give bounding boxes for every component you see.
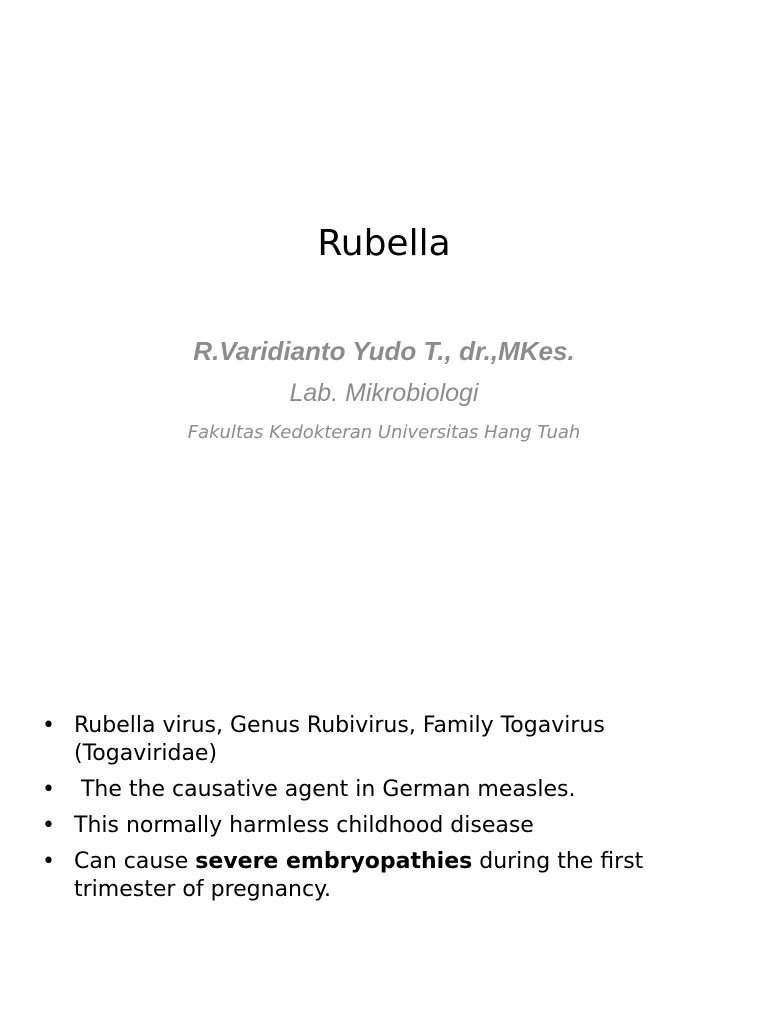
bullet-item [42, 776, 722, 804]
author-name: R.Varidianto Yudo T., dr.,MKes. [193, 336, 575, 366]
bullet-text-part: during the first trimester of pregnancy. [74, 849, 651, 902]
slide-title: Rubella [317, 223, 451, 264]
lab-name: Lab. Mikrobiologi [289, 379, 479, 407]
bullet-item [42, 712, 722, 768]
bullet-text: This normally harmless childhood disease [74, 813, 534, 838]
bullet-list [42, 712, 722, 912]
bullet-icon: • [42, 813, 55, 838]
bullet-text: The the causative agent in German measles. [74, 777, 576, 802]
faculty-name: Fakultas Kedokteran Universitas Hang Tuah [187, 422, 581, 443]
bullet-icon: • [42, 849, 55, 874]
bullet-item [42, 848, 722, 904]
bullet-item [42, 812, 722, 840]
bullet-text: Rubella virus, Genus Rubivirus, Family Togavirus (Togaviridae) [74, 713, 605, 766]
bullet-icon: • [42, 777, 55, 802]
bullet-text-part: Can cause [74, 849, 196, 874]
bullet-text [74, 849, 650, 902]
bullet-text-emphasis: severe embryopathies [195, 849, 473, 874]
bullet-icon: • [42, 713, 55, 738]
